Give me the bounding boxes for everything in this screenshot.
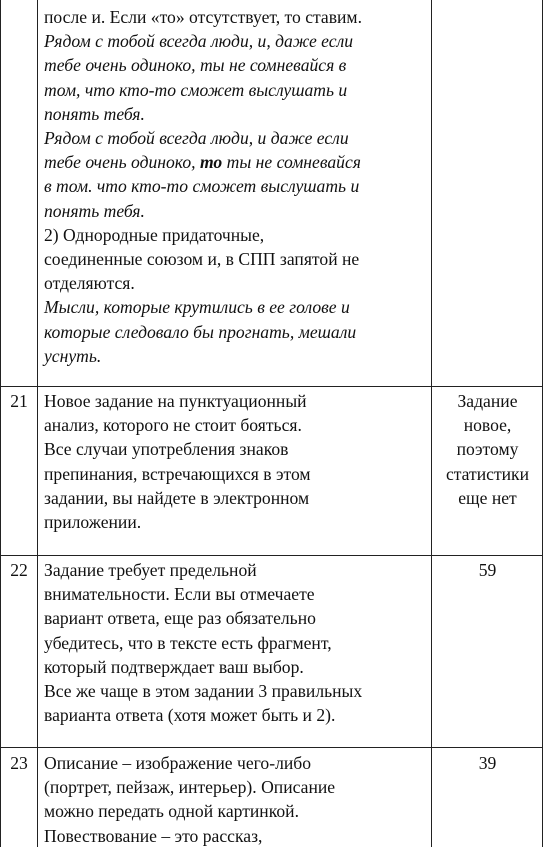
row-number: 21 — [10, 391, 28, 411]
example-line: которые следовало бы прогнать, мешали — [44, 321, 357, 342]
stat-value: 39 — [478, 753, 497, 773]
table-border-left — [0, 0, 1, 847]
text-line: задании, вы найдете в электронном — [44, 487, 310, 508]
table-border-number-col — [37, 0, 38, 847]
text-line: препинания, встречающихся в этом — [44, 463, 311, 484]
example-line: Мысли, которые крутились в ее голове и — [44, 297, 350, 318]
example-line: понять тебя. — [44, 200, 145, 221]
row-22-text-cell — [44, 558, 362, 727]
example-line: понять тебя. — [44, 103, 145, 124]
example-line: Рядом с тобой всегда люди, и, даже если — [44, 31, 354, 52]
row-divider-1 — [0, 386, 543, 387]
text-line: отделяются. — [44, 273, 135, 294]
text-line: анализ, которого не стоит бояться. — [44, 415, 302, 436]
text-line: соединенные союзом и, в СПП запятой не — [44, 249, 360, 270]
stat-line: поэтому — [456, 439, 519, 460]
row-22-statistics-cell — [432, 558, 543, 582]
example-line: тебе очень одиноко, ты не сомневайся в — [44, 55, 347, 76]
bold-word: то — [199, 152, 223, 173]
text-fragment: тебе очень одиноко, — [44, 152, 200, 173]
stat-line: Задание — [457, 391, 518, 411]
text-line: можно передать одной картинкой. — [44, 801, 299, 822]
row-23-statistics-cell — [432, 751, 543, 775]
example-line: в том. что кто-то сможет выслушать и — [44, 176, 360, 197]
text-line: вариант ответа, еще раз обязательно — [44, 608, 316, 629]
row-0-text-cell — [44, 5, 362, 368]
row-divider-2 — [0, 555, 543, 556]
text-line: Повествование – это рассказ, — [44, 825, 263, 846]
stat-line: новое, — [463, 415, 512, 436]
text-line: внимательности. Если вы отмечаете — [44, 584, 315, 605]
row-23-text-cell — [44, 751, 335, 848]
stat-value: 59 — [478, 560, 497, 580]
text-fragment: ты не сомневайся — [222, 152, 361, 173]
text-line: (портрет, пейзаж, интерьер). Описание — [44, 777, 336, 798]
text-line: Все же чаще в этом задании 3 правильных — [44, 681, 363, 702]
text-line: после и. Если «то» отсутствует, то ставим. — [44, 7, 362, 27]
row-21-statistics-cell — [432, 389, 543, 510]
example-line-with-bold — [44, 150, 362, 174]
text-line: приложении. — [44, 512, 142, 533]
example-line: уснуть. — [44, 345, 102, 366]
text-line: Все случаи употребления знаков — [44, 439, 289, 460]
text-line: варианта ответа (хотя может быть и 2). — [44, 705, 336, 726]
row-21-text-cell — [44, 389, 311, 534]
stat-line: еще нет — [458, 487, 517, 508]
row-number: 22 — [10, 560, 28, 580]
text-line: Задание требует предельной — [44, 560, 257, 580]
text-line: 2) Однородные придаточные, — [44, 224, 265, 245]
text-line: Новое задание на пунктуационный — [44, 391, 307, 411]
text-line: который подтверждает ваш выбор. — [44, 656, 304, 677]
row-divider-3 — [0, 747, 543, 748]
example-line: том, что кто-то сможет выслушать и — [44, 79, 348, 100]
example-line: Рядом с тобой всегда люди, и даже если — [44, 128, 349, 149]
row-number: 23 — [10, 753, 28, 773]
text-line: убедитесь, что в тексте есть фрагмент, — [44, 632, 332, 653]
text-line: Описание – изображение чего-либо — [44, 753, 312, 773]
stat-line: статистики — [445, 463, 530, 484]
